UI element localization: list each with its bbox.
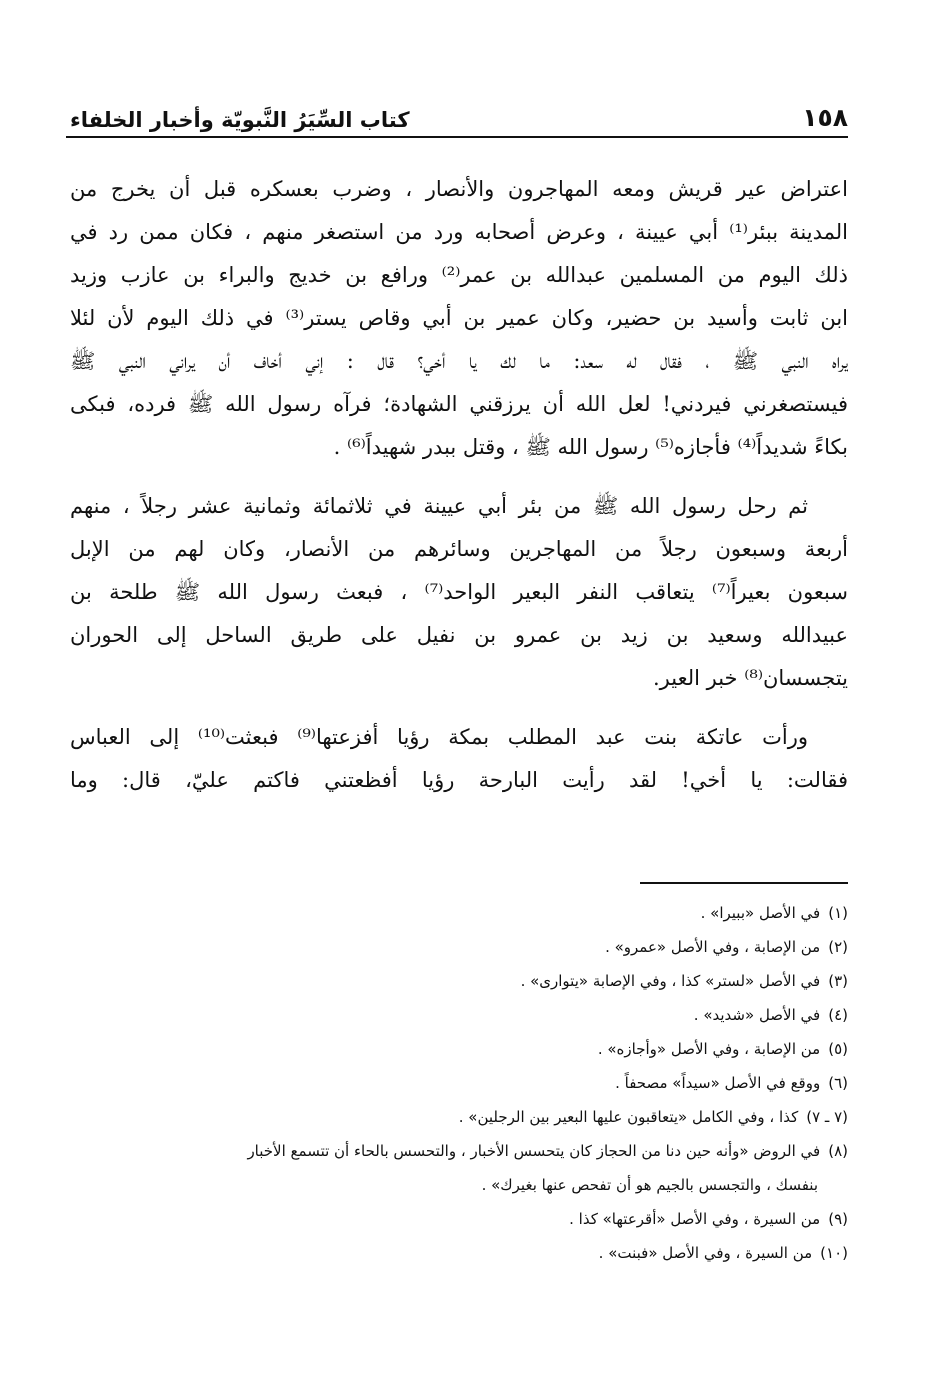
footnote: (٦)ووقع في الأصل «سيداً» مصحفاً .: [615, 1074, 848, 1092]
text-line: عبيدالله وسعيد بن زيد بن عمرو بن نفيل على طريق الساحل إلى الحوران: [70, 623, 848, 647]
page-number: ١٥٨: [802, 103, 848, 132]
book-title: كتاب السِّيَرُ النَّبويّة وأخبار الخلفاء: [70, 108, 410, 132]
text-line: ابن ثابت وأسيد بن حضير، وكان عمير بن أبي وقاص يستر⁽³⁾ في ذلك اليوم لأن لئلا: [70, 306, 848, 330]
footnote-divider: [640, 882, 848, 884]
footnote: (٥)من الإصابة ، وفي الأصل «وأجازه» .: [597, 1040, 848, 1058]
footnote: (٣)في الأصل «لستر» كذا ، وفي الإصابة «يتوارى» .: [520, 972, 848, 990]
text-line: ذلك اليوم من المسلمين عبدالله بن عمر⁽²⁾ ورافع بن خديج والبراء بن عازب وزيد: [70, 263, 848, 287]
running-header: [70, 92, 848, 132]
text-line: فيستصغرني فيردني! لعل الله أن يرزقني الشهادة؛ فرآه رسول الله ﷺ فرده، فبكى: [70, 392, 848, 416]
text-line: يتجسسان⁽⁸⁾ خبر العير.: [653, 666, 848, 690]
text-line: أربعة وسبعون رجلاً من المهاجرين وسائرهم من الأنصار، وكان لهم من الإبل: [70, 537, 848, 561]
text-line: ثم رحل رسول الله ﷺ من بئر أبي عيينة في ثلاثمائة وثمانية عشر رجلاً ، منهم: [70, 494, 808, 518]
footnote: (٧ ـ ٧)كذا ، وفي الكامل «يتعاقبون عليها البعير بين الرجلين» .: [458, 1108, 848, 1126]
footnote: (١)في الأصل «ببيرا» .: [700, 904, 848, 922]
text-line: فقالت: يا أخي! لقد رأيت البارحة رؤيا أفظعتني فاكتم عليّ، قال: وما: [70, 768, 848, 792]
header-divider: [66, 136, 848, 138]
footnote: (١٠)من السيرة ، وفي الأصل «فبنت» .: [598, 1244, 848, 1262]
footnote: (٢)من الإصابة ، وفي الأصل «عمرو» .: [605, 938, 848, 956]
paragraph-3: [70, 716, 848, 802]
text-line: يراه النبي ﷺ ، فقال له سعد: ما لك يا أخي؟ قال : إني أخاف أن يراني النبي ﷺ: [70, 349, 848, 373]
text-line: ورأت عاتكة بنت عبد المطلب بمكة رؤيا أفزعتها⁽⁹⁾ فبعثت⁽¹⁰⁾ إلى العباس: [70, 725, 808, 749]
main-text: [70, 168, 848, 818]
footnote: (٨)في الروض «وأنه حين دنا من الحجاز كان يتحسس الأخبار ، والتحسس بالحاء أن تتسمع الأخبار: [247, 1142, 848, 1160]
paragraph-1: [70, 168, 848, 469]
text-line: سبعون بعيراً⁽⁷⁾ يتعاقب النفر البعير الواحد⁽⁷⁾ ، فبعث رسول الله ﷺ طلحة بن: [70, 580, 848, 604]
footnote: (٩)من السيرة ، وفي الأصل «أقرعتها» كذا .: [569, 1210, 848, 1228]
text-line: اعتراض عير قريش ومعه المهاجرون والأنصار ، وضرب بعسكره قبل أن يخرج من: [70, 177, 848, 201]
paragraph-2: [70, 485, 848, 700]
footnote-continuation: بنفسك ، والتجسس بالجيم هو أن تفحص عنها بغيرك» .: [481, 1176, 818, 1194]
footnote: (٤)في الأصل «شديد» .: [693, 1006, 848, 1024]
text-line: بكاءً شديداً⁽⁴⁾ فأجازه⁽⁵⁾ رسول الله ﷺ ، وقتل ببدر شهيداً⁽⁶⁾ .: [333, 435, 848, 459]
footnotes: [56, 896, 848, 1270]
book-page: [70, 0, 848, 1377]
text-line: المدينة ببئر⁽¹⁾ أبي عيينة ، وعرض أصحابه ورد من استصغر منهم ، فكان ممن رد في: [70, 220, 848, 244]
